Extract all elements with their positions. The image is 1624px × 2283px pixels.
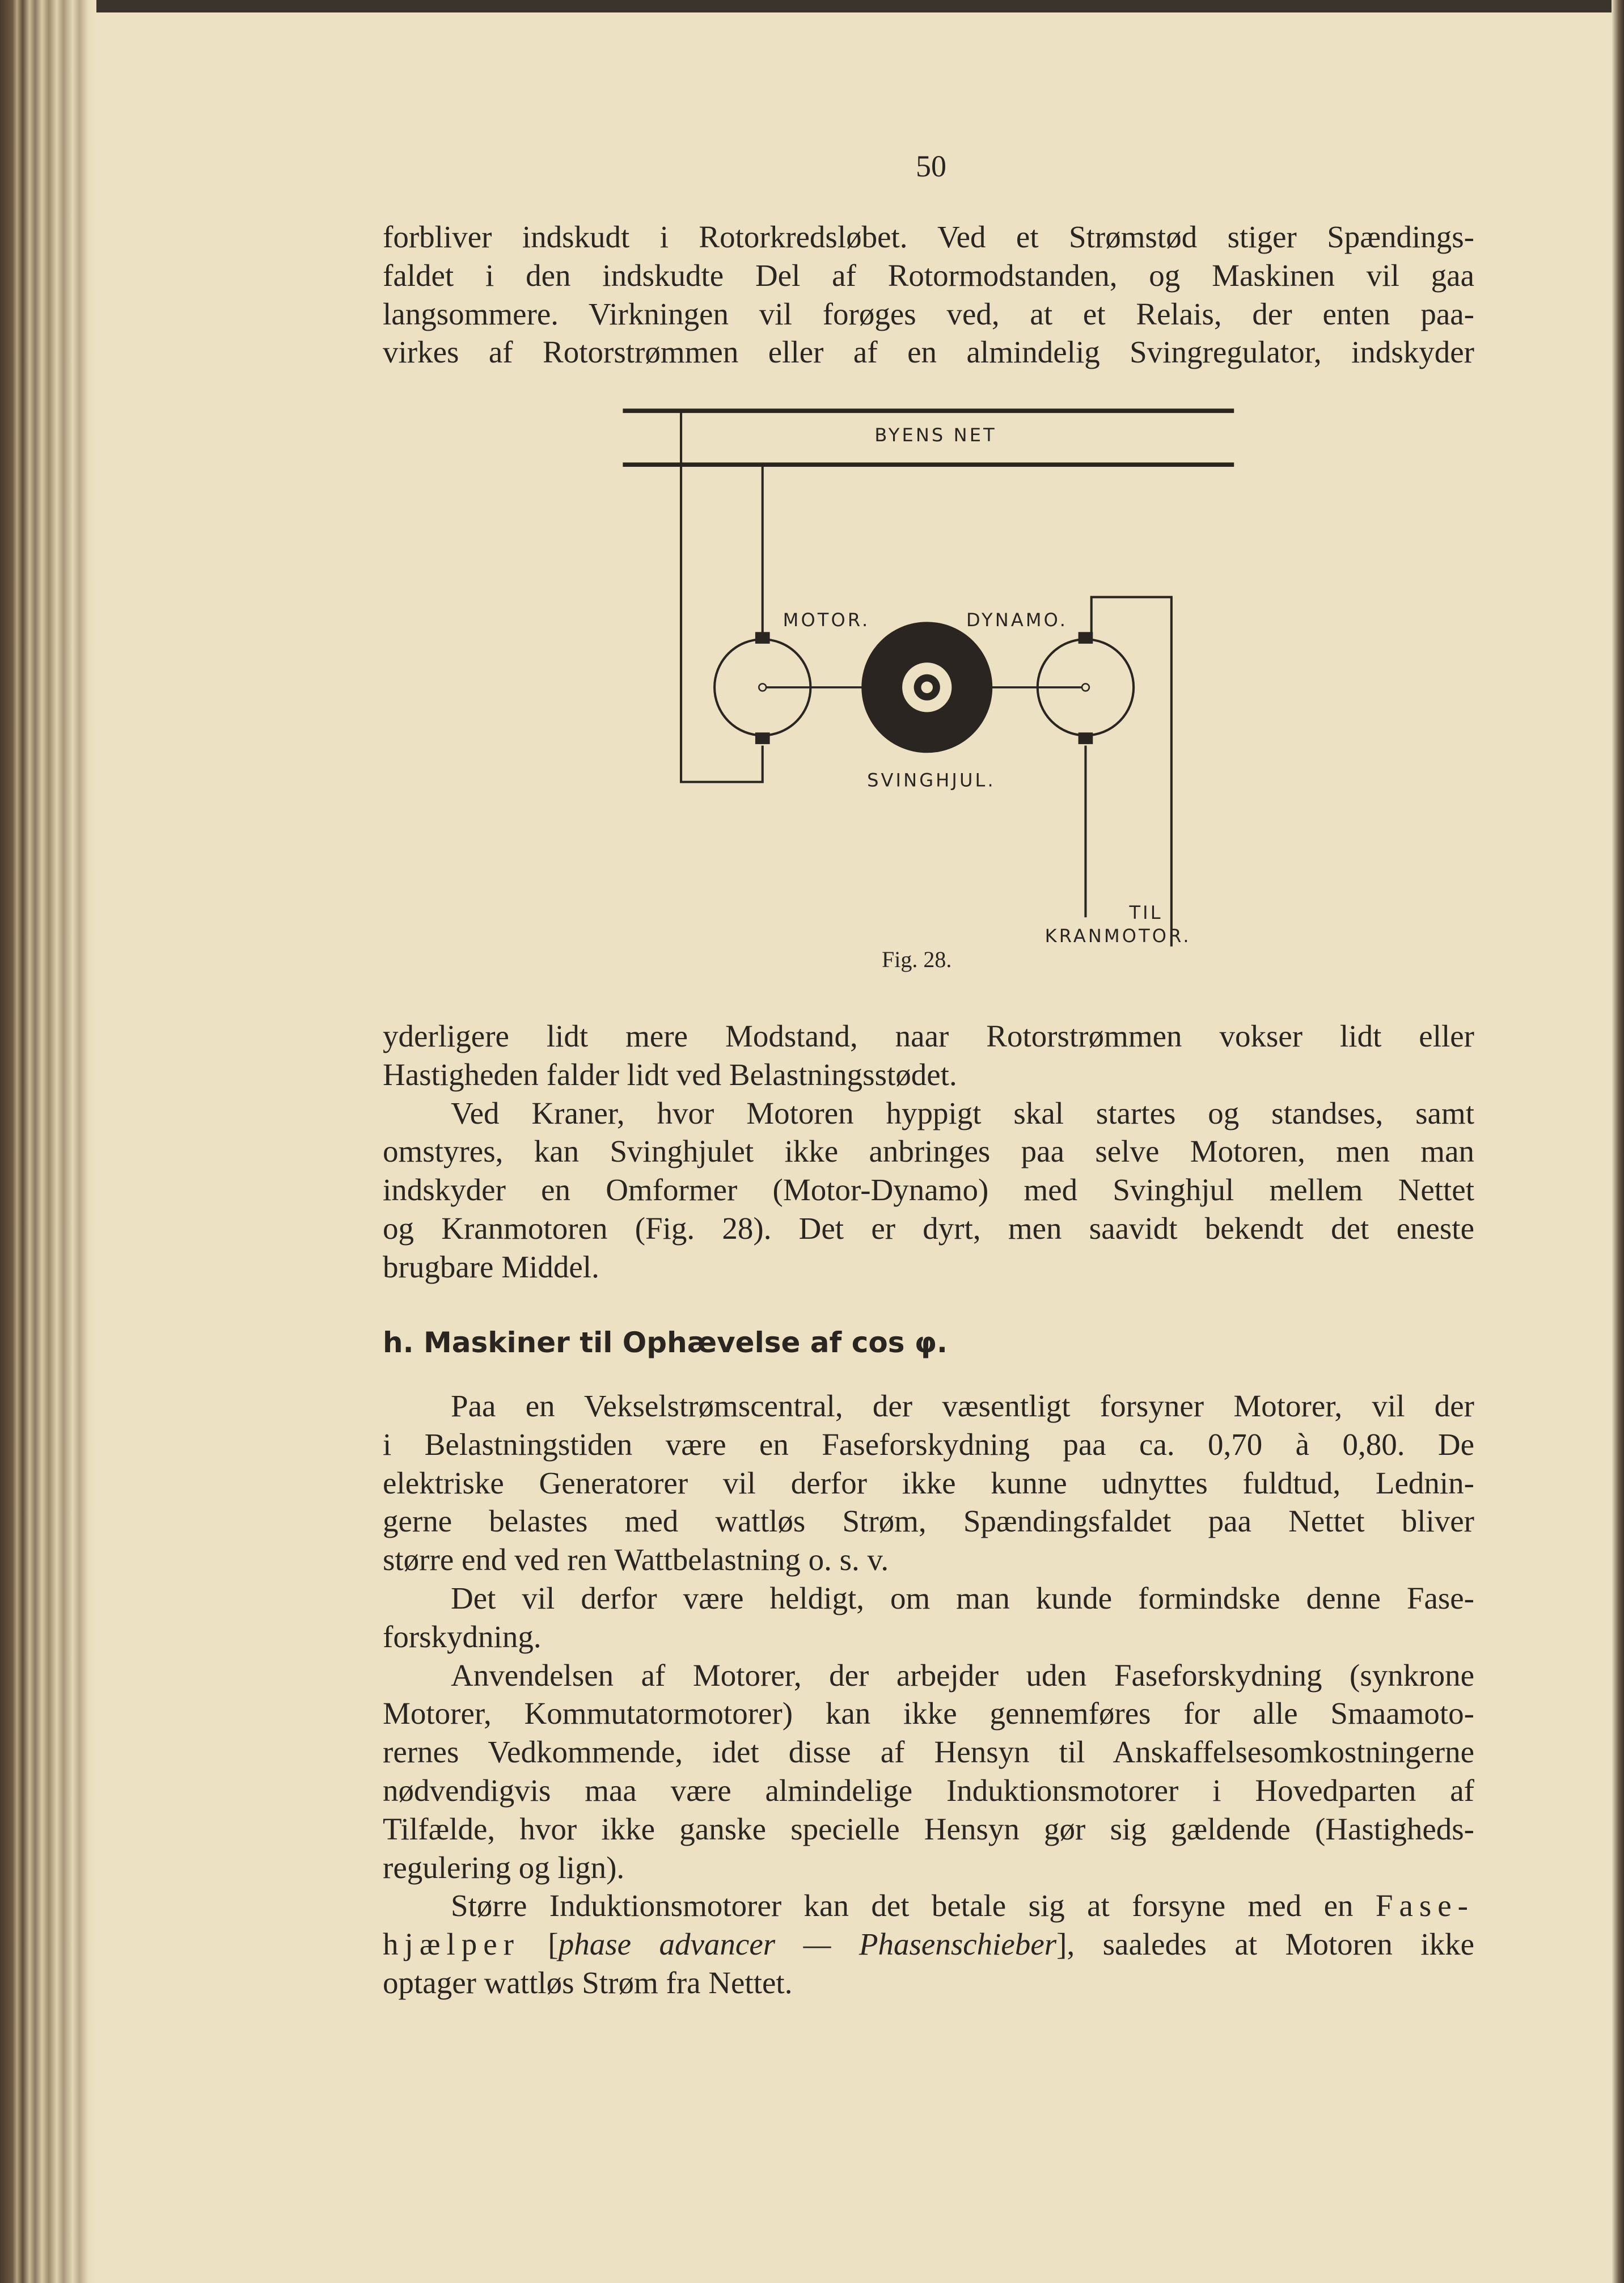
text-line: Det vil derfor være heldigt, om man kunde formindske denne Fase-	[451, 1580, 1474, 1615]
text-segment: hjælper	[383, 1927, 520, 1962]
text-line: i Belastningstiden være en Faseforskydning paa ca. 0,70 à 0,80. De	[383, 1427, 1474, 1462]
motor-brush-top	[755, 632, 770, 644]
text-line: omstyres, kan Svinghjulet ikke anbringes paa selve Motoren, men man	[383, 1134, 1474, 1169]
text-line: Motorer, Kommutatormotorer) kan ikke gennemføres for alle Smaamoto-	[383, 1696, 1474, 1731]
text-line: Hastigheden falder lidt ved Belastningsstødet.	[383, 1057, 957, 1092]
text-line: Tilfælde, hvor ikke ganske specielle Hensyn gør sig gældende (Hastigheds-	[383, 1811, 1474, 1846]
motor-brush-bottom	[755, 732, 770, 744]
text-line: faldet i den indskudte Del af Rotormodstanden, og Maskinen vil gaa	[383, 258, 1474, 293]
text-line: brugbare Middel.	[383, 1249, 599, 1284]
label-motor: MOTOR.	[783, 609, 870, 631]
text-segment: Større Induktionsmotorer kan det betale sig at forsyne med en	[451, 1888, 1376, 1923]
motor-axle	[759, 683, 766, 691]
dynamo-axle	[1082, 683, 1089, 691]
text-line: nødvendigvis maa være almindelige Induktionsmotorer i Hovedparten af	[383, 1773, 1474, 1808]
dynamo-brush-bottom	[1079, 732, 1093, 744]
label-til: TIL	[1129, 901, 1163, 923]
italic-term: phase advancer — Phasenschieber	[558, 1927, 1057, 1962]
text-line: indskyder en Omformer (Motor-Dynamo) med Svinghjul mellem Nettet	[383, 1172, 1474, 1208]
label-kranmotor: KRANMOTOR.	[1044, 925, 1191, 947]
label-dynamo: DYNAMO.	[966, 609, 1068, 631]
dynamo-brush-top	[1079, 632, 1093, 644]
text-line: Ved Kraner, hvor Motoren hyppigt skal startes og standses, samt	[451, 1095, 1474, 1130]
page-number: 50	[916, 149, 946, 183]
dynamo-wire-right	[1092, 597, 1172, 947]
text-segment: Fase-	[1375, 1888, 1474, 1923]
label-flywheel: SVINGHJUL.	[867, 769, 996, 791]
text-line: yderligere lidt mere Modstand, naar Rotorstrømmen vokser lidt eller	[383, 1019, 1474, 1053]
text-segment: ], saaledes at Motoren ikke	[1056, 1927, 1474, 1962]
flywheel-axle	[921, 682, 933, 694]
label-net: BYENS NET	[874, 424, 997, 446]
section-heading: h. Maskiner til Ophævelse af cos φ.	[383, 1326, 948, 1359]
text-line: Paa en Vekselstrømscentral, der væsentligt forsyner Motorer, vil der	[451, 1389, 1474, 1423]
text-line: forbliver indskudt i Rotorkredsløbet. Ved et Strømstød stiger Spændings-	[383, 220, 1474, 254]
text-line: forskydning.	[383, 1619, 542, 1654]
text-line: større end ved ren Wattbelastning o. s. v.	[383, 1542, 889, 1577]
text-line: virkes af Rotorstrømmen eller af en almindelig Svingregulator, indskyder	[383, 335, 1474, 370]
figure-caption: Fig. 28.	[882, 947, 952, 972]
text-line: langsommere. Virkningen vil forøges ved, at et Relais, der enten paa-	[383, 296, 1474, 331]
text-line: regulering og lign).	[383, 1850, 625, 1885]
text-line: elektriske Generatorer vil derfor ikke kunne udnyttes fuldtud, Lednin-	[383, 1465, 1474, 1500]
text-line: og Kranmotoren (Fig. 28). Det er dyrt, men saavidt bekendt det eneste	[383, 1210, 1474, 1246]
text-line: Anvendelsen af Motorer, der arbejder uden Faseforskydning (synkrone	[451, 1657, 1474, 1693]
text-line: gerne belastes med wattløs Strøm, Spændingsfaldet paa Nettet bliver	[383, 1504, 1474, 1539]
text-segment: [	[519, 1927, 559, 1962]
text-line: rernes Vedkommende, idet disse af Hensyn til Anskaffelsesomkostningerne	[383, 1735, 1474, 1770]
text-line: optager wattløs Strøm fra Nettet.	[383, 1965, 793, 2000]
